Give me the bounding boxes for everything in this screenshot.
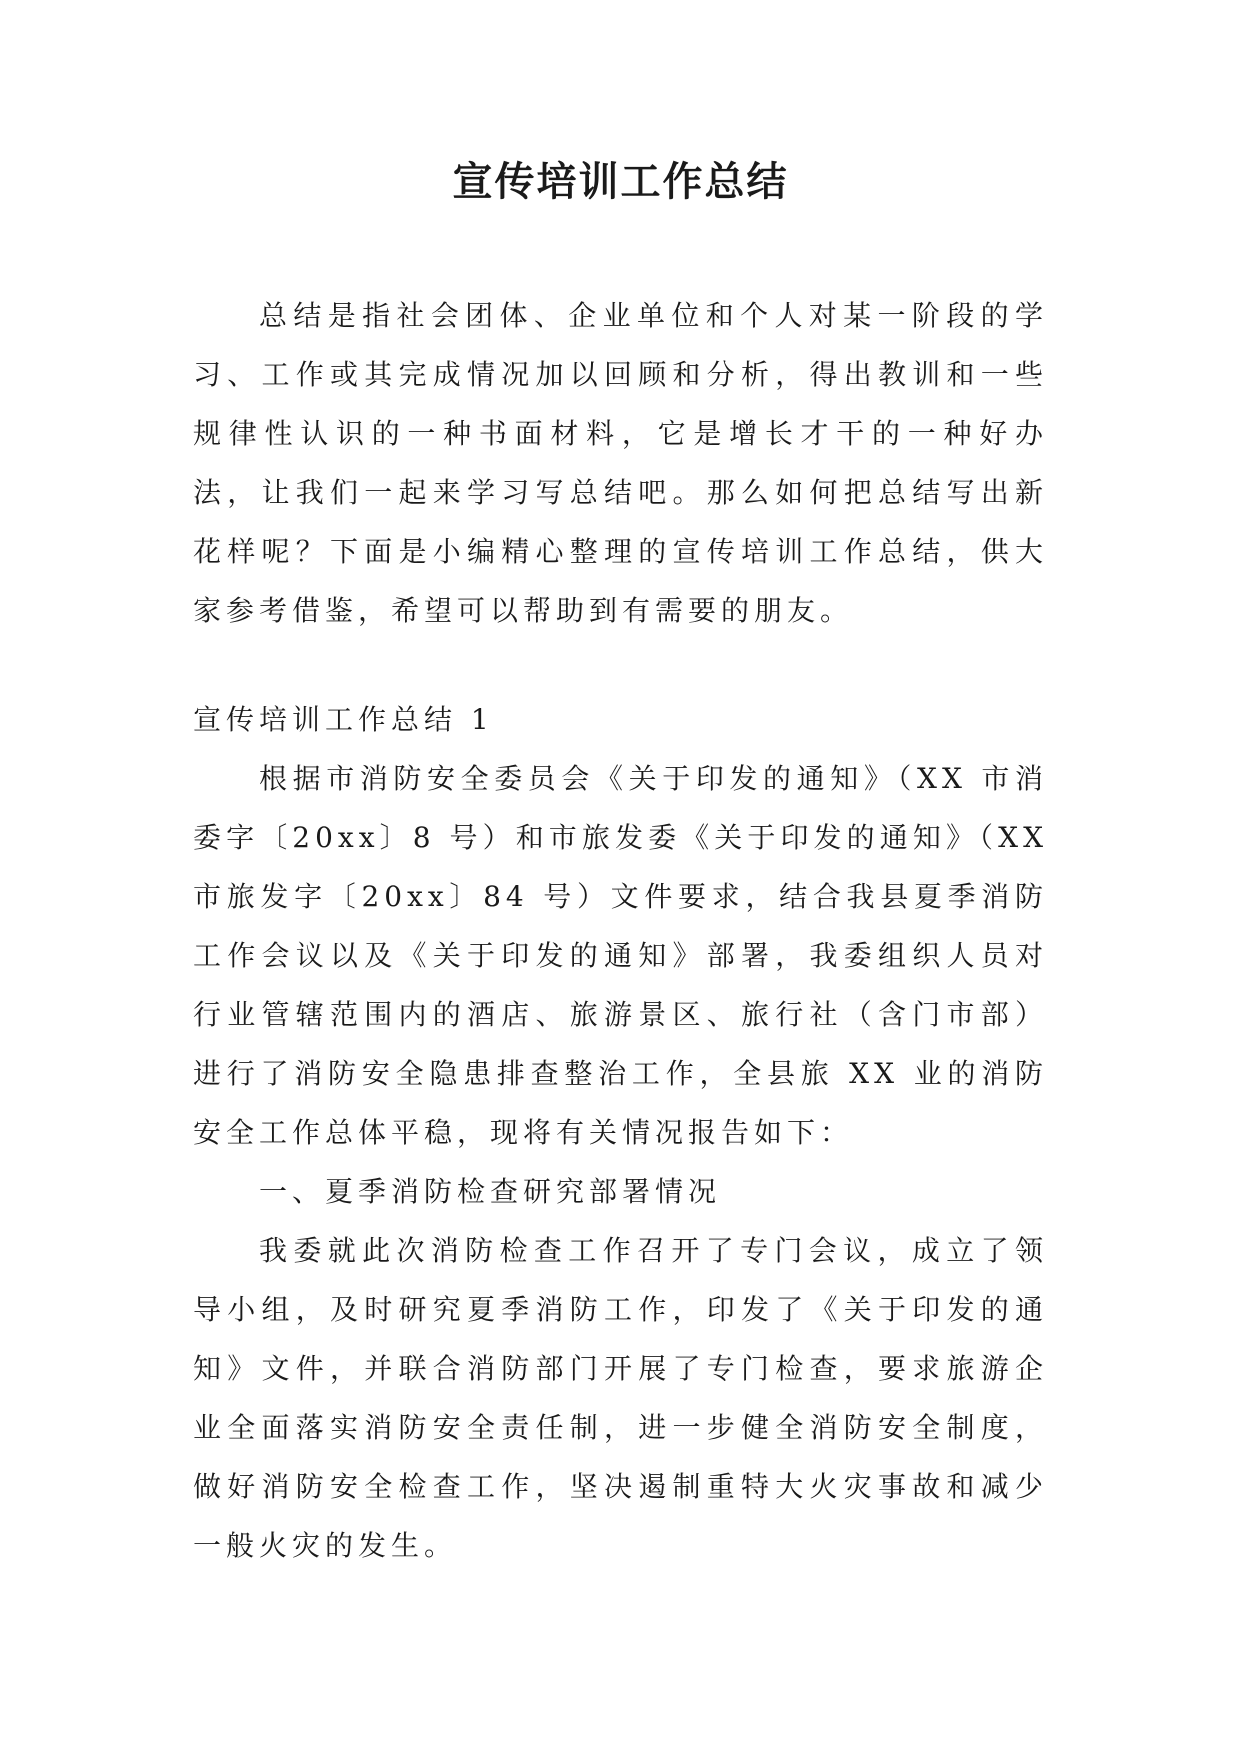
body-paragraph: 我委就此次消防检查工作召开了专门会议，成立了领导小组，及时研究夏季消防工作，印发了《关于印发的通知》文件，并联合消防部门开展了专门检查，要求旅游企业全面落实消防安全责任制，进一步健全消防安全制度，做好消防安全检查工作，坚决遏制重特大火灾事故和减少一般火灾的发生。 <box>193 1234 1048 1562</box>
document-body <box>193 286 1048 1575</box>
body-paragraph: 根据市消防安全委员会《关于印发的通知》（XX 市消委字〔20xx〕8 号）和市旅发委《关于印发的通知》（XX 市旅发字〔20xx〕84 号）文件要求，结合我县夏季消防工作会议以及《关于印发的通知》部署，我委组织人员对行业管辖范围内的酒店、旅游景区、旅行社（含门市部）进行了消防安全隐患排查整治工作，全县旅 XX 业的消防安全工作总体平稳，现将有关情况报告如下： <box>193 762 1048 1149</box>
section-title: 宣传培训工作总结 1 <box>193 703 494 736</box>
subheading: 一、夏季消防检查研究部署情况 <box>259 1175 722 1208</box>
document-title: 宣传培训工作总结 <box>452 158 789 205</box>
intro-paragraph: 总结是指社会团体、企业单位和个人对某一阶段的学习、工作或其完成情况加以回顾和分析，得出教训和一些规律性认识的一种书面材料，它是增长才干的一种好办法，让我们一起来学习写总结吧。那么如何把总结写出新花样呢？下面是小编精心整理的宣传培训工作总结，供大家参考借鉴，希望可以帮助到有需要的朋友。 <box>193 299 1048 627</box>
